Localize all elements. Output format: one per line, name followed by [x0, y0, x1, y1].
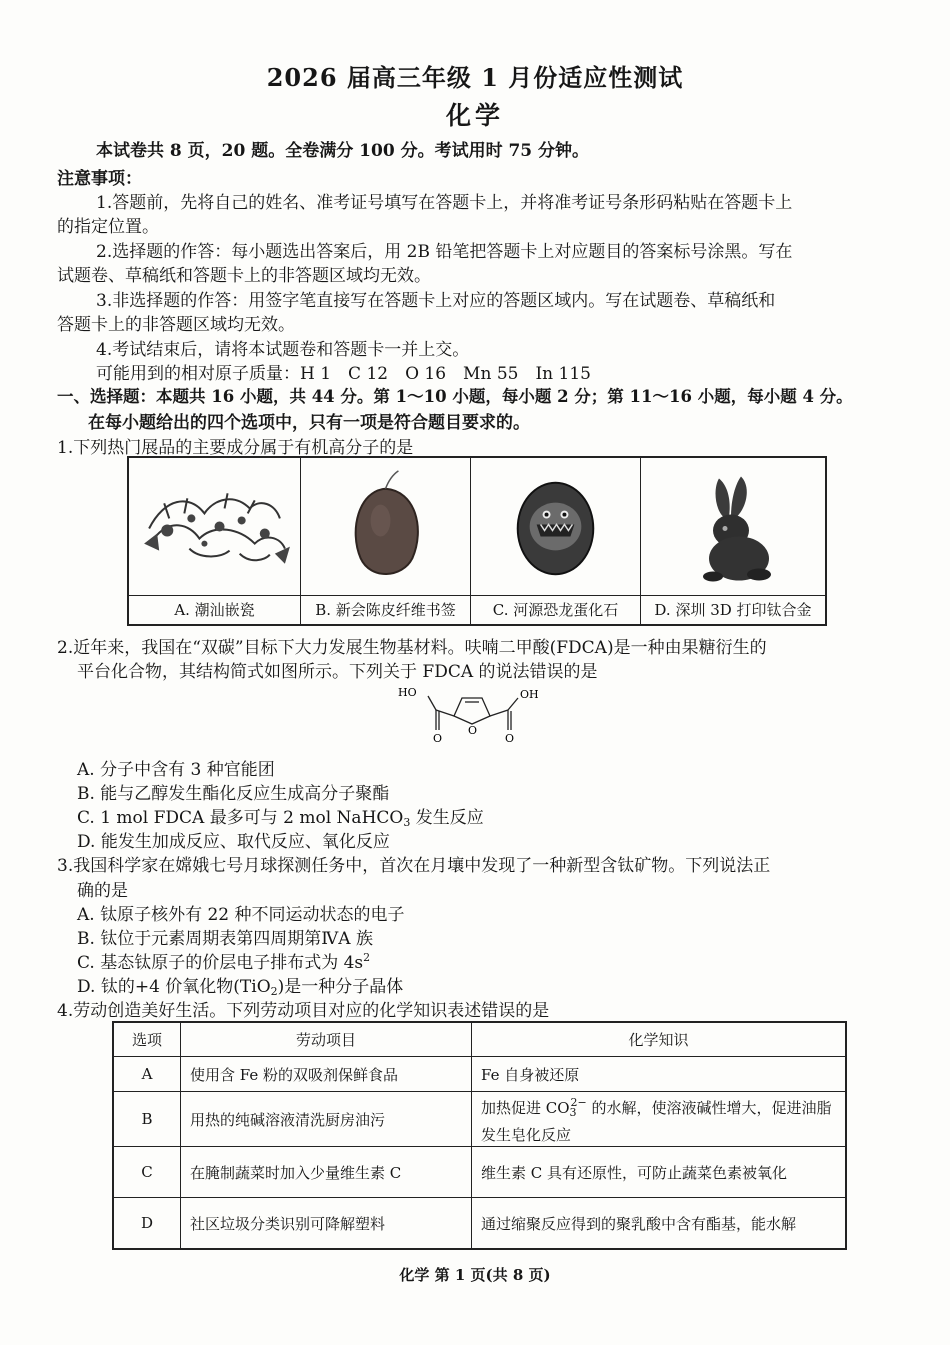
note-3-line-1: 3.非选择题的作答：用签字笔直接写在答题卡上对应的答题区域内。写在试题卷、草稿纸和	[96, 291, 776, 311]
q4-stem: 4.劳动创造美好生活。下列劳动项目对应的化学知识表述错误的是	[57, 1001, 550, 1021]
table-row: B 用热的纯碱溶液清洗厨房油污 加热促进 $CO_3^{2-}$ 的水解，使溶液碱性增大，促进油脂发生皂化反应	[113, 1092, 846, 1147]
porcelain-dragon-image	[129, 458, 300, 595]
section-1-line-2: 在每小题给出的四个选项中，只有一项是符合题目要求的。	[88, 413, 530, 433]
q1-option-d	[641, 458, 825, 624]
table-row: A 使用含 Fe 粉的双吸剂保鲜食品 Fe 自身被还原	[113, 1057, 846, 1092]
note-1-line-2: 的指定位置。	[57, 217, 159, 237]
dinosaur-egg-image	[471, 458, 640, 595]
q2-option-b: B. 能与乙醇发生酯化反应生成高分子聚酯	[77, 784, 390, 804]
note-1-line-1: 1.答题前，先将自己的姓名、准考证号填写在答题卡上，并将准考证号条形码粘贴在答题卡上	[96, 193, 793, 213]
exam-title: 2026 届高三年级 1 月份适应性测试	[266, 63, 684, 92]
table-row: C 在腌制蔬菜时加入少量维生素 C 维生素 C 具有还原性，可防止蔬菜色素被氧化	[113, 1147, 846, 1198]
q3-option-c: C. 基态钛原子的价层电子排布式为 $4s^2$	[77, 951, 371, 973]
fdca-right-o-label: O	[505, 732, 515, 745]
q1-option-d-label: D. 深圳 3D 打印钛合金	[641, 595, 825, 624]
q1-option-c	[471, 458, 641, 624]
page-footer: 化学 第 1 页(共 8 页)	[399, 1266, 551, 1284]
q4-header-task: 劳动项目	[181, 1022, 472, 1057]
peel-bookmark-image	[301, 458, 470, 595]
q2-stem-line-1: 2.近年来，我国在“双碳”目标下大力发展生物基材料。呋喃二甲酸(FDCA)是一种由果糖衍生的	[57, 638, 767, 658]
note-3-line-2: 答题卡上的非答题区域均无效。	[57, 315, 295, 335]
q3-option-d: D. 钛的+4 价氧化物(TiO$_2$)是一种分子晶体	[77, 977, 404, 998]
fdca-ho-label: HO	[398, 686, 417, 699]
subject-title: 化学	[445, 101, 504, 130]
q1-option-b	[301, 458, 471, 624]
q4-header-knowledge: 化学知识	[472, 1022, 847, 1057]
table-row: D 社区垃圾分类识别可降解塑料 通过缩聚反应得到的聚乳酸中含有酯基，能水解	[113, 1198, 846, 1250]
exam-info: 本试卷共 8 页，20 题。全卷满分 100 分。考试用时 75 分钟。	[96, 141, 590, 161]
fdca-ring-o-label: O	[468, 724, 478, 737]
q4-header-row	[113, 1022, 846, 1057]
q2-option-c: C. 1 mol FDCA 最多可与 2 mol NaHCO$_3$ 发生反应	[77, 808, 484, 829]
fdca-structure	[392, 680, 552, 746]
q3-option-a: A. 钛原子核外有 22 种不同运动状态的电子	[77, 905, 405, 925]
q1-option-b-label: B. 新会陈皮纤维书签	[301, 595, 470, 624]
q1-option-c-label: C. 河源恐龙蛋化石	[471, 595, 640, 624]
q3-option-b: B. 钛位于元素周期表第四周期第ⅣA 族	[77, 929, 373, 949]
q4-header-option: 选项	[113, 1022, 181, 1057]
note-2-line-1: 2.选择题的作答：每小题选出答案后，用 2B 铅笔把答题卡上对应题目的答案标号涂黑。写在	[96, 242, 793, 262]
q1-option-a	[129, 458, 301, 624]
section-1-line-1: 一、选择题：本题共 16 小题，共 44 分。第 1～10 小题，每小题 2 分；第 11～16 小题，每小题 4 分。	[57, 387, 853, 406]
q1-stem: 1.下列热门展品的主要成分属于有机高分子的是	[57, 438, 414, 458]
q1-image-table	[127, 456, 827, 626]
q3-stem-line-1: 3.我国科学家在嫦娥七号月球探测任务中，首次在月壤中发现了一种新型含钛矿物。下列说法正	[57, 856, 771, 876]
q1-option-a-label: A. 潮汕嵌瓷	[129, 595, 300, 624]
fdca-left-o-label: O	[433, 732, 443, 745]
titanium-rabbit-image	[641, 458, 825, 595]
q2-stem-line-2: 平台化合物，其结构简式如图所示。下列关于 FDCA 的说法错误的是	[77, 662, 598, 682]
note-2-line-2: 试题卷、草稿纸和答题卡上的非答题区域均无效。	[57, 266, 431, 286]
q4-table	[112, 1021, 847, 1250]
q3-stem-line-2: 确的是	[77, 881, 128, 901]
q2-option-a: A. 分子中含有 3 种官能团	[77, 760, 275, 780]
q2-option-d: D. 能发生加成反应、取代反应、氧化反应	[77, 832, 390, 852]
fdca-oh-label: OH	[520, 688, 539, 701]
note-4: 4.考试结束后，请将本试题卷和答题卡一并上交。	[96, 340, 470, 360]
notes-heading: 注意事项：	[57, 169, 142, 189]
atomic-masses: 可能用到的相对原子质量：H 1 C 12 O 16 Mn 55 In 115	[96, 364, 591, 384]
